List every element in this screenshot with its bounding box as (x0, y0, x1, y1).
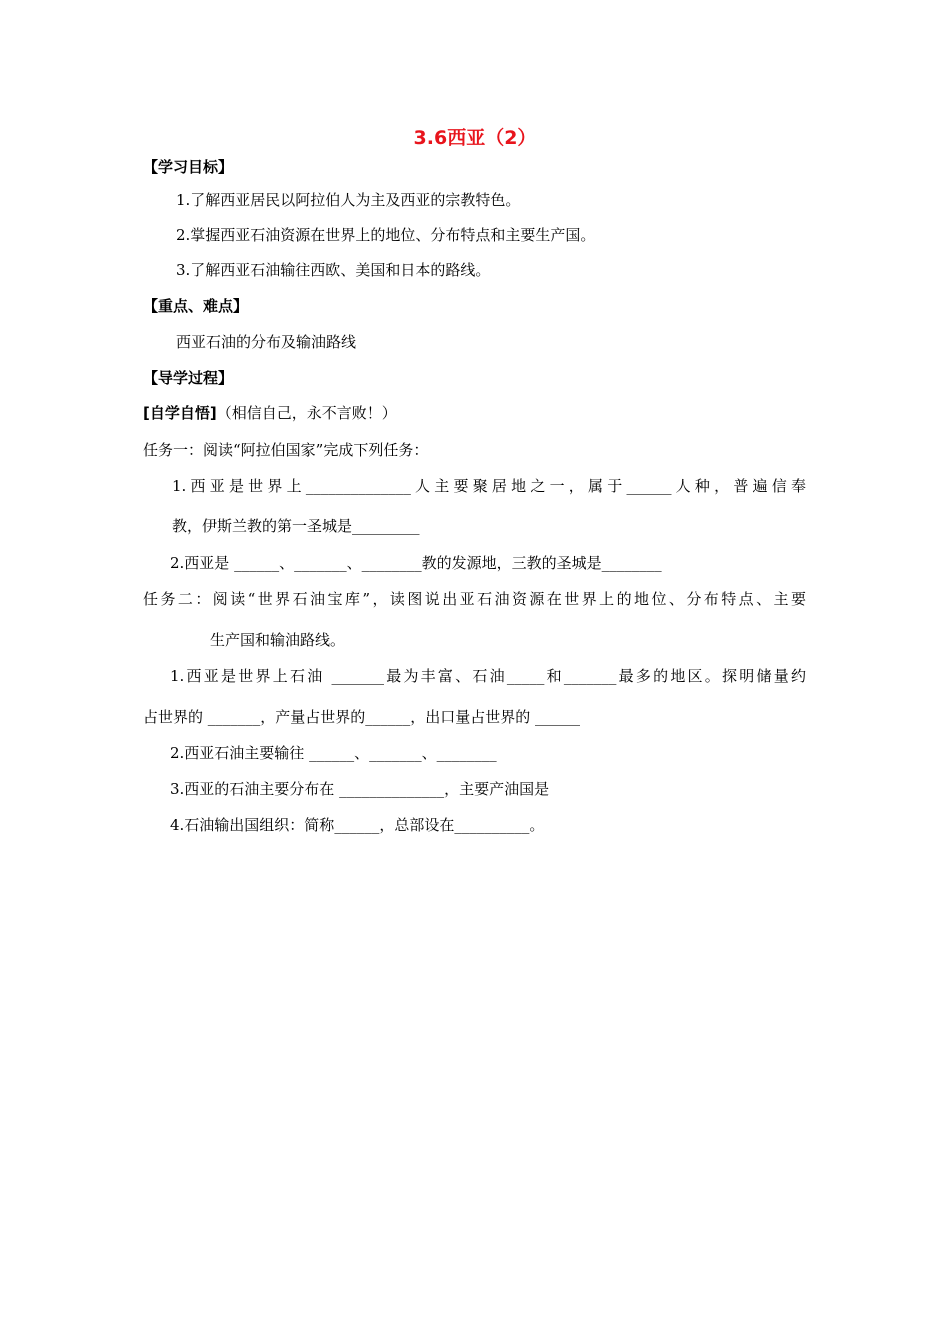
objective-item-3: 3.了解西亚石油输往西欧、美国和日本的路线。 (176, 261, 491, 279)
task1-q2: 2.西亚是 ______、_______、________教的发源地，三教的圣城是________ (170, 554, 662, 572)
objective-item-1: 1.了解西亚居民以阿拉伯人为主及西亚的宗教特色。 (176, 191, 521, 209)
objectives-heading: 【学习目标】 (143, 158, 234, 176)
self-study-line (143, 403, 397, 423)
task2-q2: 2.西亚石油主要输往 ______、_______、________ (170, 744, 497, 762)
self-study-label: [自学自悟] (143, 404, 217, 422)
task1-q1-line1: 1.西亚是世界上______________人主要聚居地之一，属于______人种，普遍信奉 (172, 477, 806, 495)
self-study-note: （相信自己，永不言败！） (216, 404, 397, 422)
task2-intro-line1: 任务二：阅读“世界石油宝库”，读图说出亚石油资源在世界上的地位、分布特点、主要 (143, 590, 806, 608)
task2-q1-line1: 1.西亚是世界上石油 _______最为丰富、石油_____和_______最多的地区。探明储量约 (170, 667, 806, 685)
task2-q4: 4.石油输出国组织：简称______，总部设在__________。 (170, 816, 545, 834)
key-points-text: 西亚石油的分布及输油路线 (176, 333, 357, 351)
objective-item-2: 2.掌握西亚石油资源在世界上的地位、分布特点和主要生产国。 (176, 226, 596, 244)
key-points-heading: 【重点、难点】 (143, 297, 249, 315)
task2-q3: 3.西亚的石油主要分布在 ______________，主要产油国是 (170, 780, 550, 798)
task1-intro: 任务一：阅读“阿拉伯国家”完成下列任务： (143, 441, 429, 459)
task1-q1-line2: 教，伊斯兰教的第一圣城是_________ (172, 517, 420, 535)
task2-q1-line2: 占世界的 _______，产量占世界的______，出口量占世界的 ______ (143, 708, 581, 726)
page-title: 3.6西亚（2） (413, 127, 537, 149)
task2-intro-line2: 生产国和输油路线。 (210, 631, 346, 649)
process-heading: 【导学过程】 (143, 369, 234, 387)
